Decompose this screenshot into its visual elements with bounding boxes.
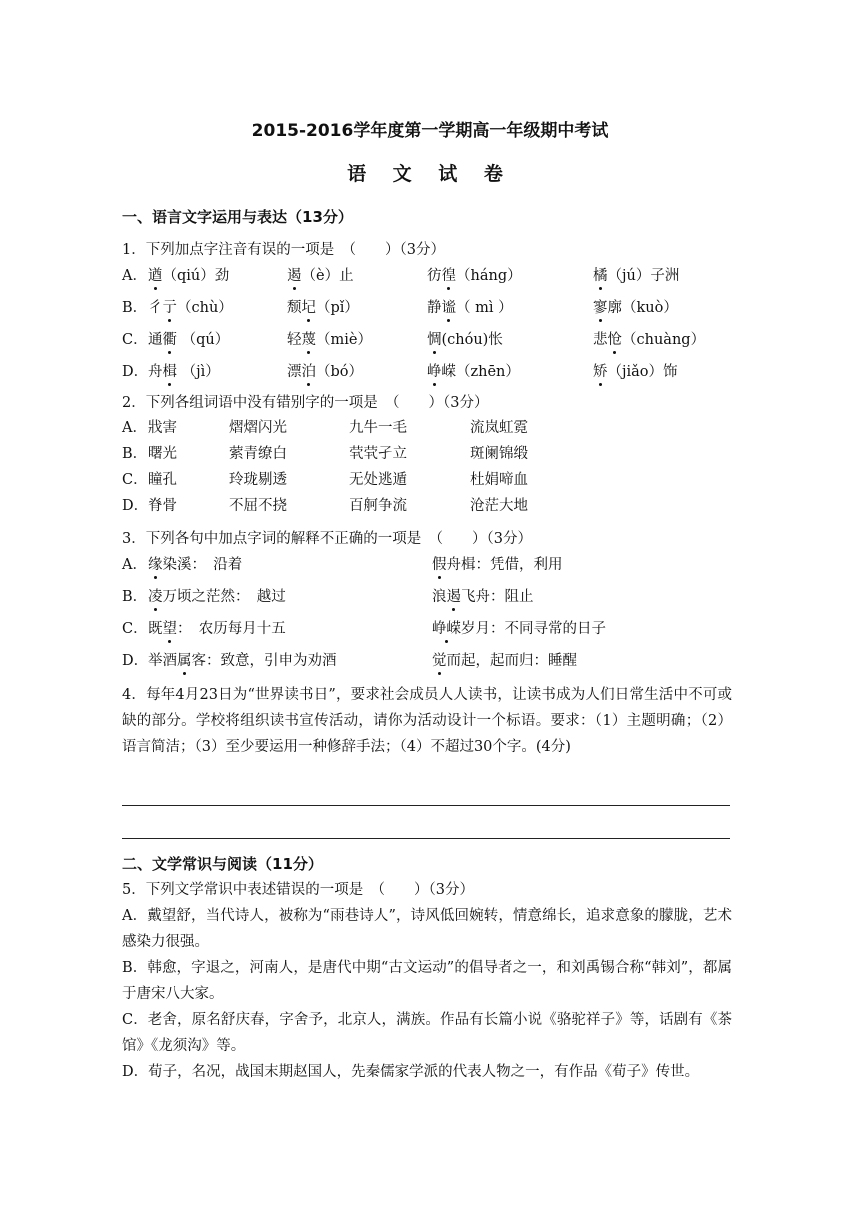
answer-line-2[interactable] xyxy=(122,838,730,839)
q3-stem: 3．下列各句中加点字词的解释不正确的一项是 （ ）（3分） xyxy=(122,531,532,547)
q1-option-b-word-pre: 彳 xyxy=(148,300,163,316)
q1-option-b-word-dot: 寥 xyxy=(593,296,608,317)
q3-option-b-left-post: 万顷之茫然： 越过 xyxy=(162,589,286,605)
q1-option-d-word-post: （jì） xyxy=(177,364,220,380)
q2-option-b-label: B． xyxy=(122,446,148,462)
q3-option-b-label: B． xyxy=(122,589,148,605)
q1-option-b-word-post: （chù） xyxy=(177,300,233,316)
q2-option-a-word: 流岚虹霓 xyxy=(470,420,528,436)
q3-option-c-left-dot: 望 xyxy=(163,617,178,638)
q3-option-c-right-post: 岁月：不同寻常的日子 xyxy=(461,621,606,637)
q3-option-d-right-post: 而起，起而归：睡醒 xyxy=(446,653,577,669)
q5-option-d: D．荀子，名况，战国末期赵国人，先秦儒家学派的代表人物之一，有作品《荀子》传世。 xyxy=(122,1064,700,1080)
q3-option-a-left-post: 染溪： 沿着 xyxy=(162,557,243,573)
q1-option-b-word-pre: 静 xyxy=(427,300,442,316)
q3-option-c-label: C． xyxy=(122,621,148,637)
q1-option-a-word xyxy=(593,264,679,285)
q1-option-b-word xyxy=(287,296,359,317)
q1-option-c-word-dot: 惆 xyxy=(427,328,442,349)
q3-option-c-right-dot: 峥嵘 xyxy=(432,617,461,638)
q3-option-a-right-post: 舟楫：凭借，利用 xyxy=(446,557,563,573)
q3-option-c-left xyxy=(148,617,286,638)
q2-option-c-label: C． xyxy=(122,472,148,488)
q1-option-d-word xyxy=(148,360,220,381)
q3-option-d-left-pre: 举酒 xyxy=(148,653,177,669)
exam-subtitle: 语 文 试 卷 xyxy=(347,163,513,185)
exam-title: 2015-2016学年度第一学期高一年级期中考试 xyxy=(251,121,609,141)
q3-option-d-left-dot: 属 xyxy=(177,649,192,670)
q1-option-b-word-dot: 亍 xyxy=(163,296,178,317)
q5-option-a: A．戴望舒，当代诗人，被称为“雨巷诗人”，诗风低回婉转，情意绵长，追求意象的朦胧，艺术感染力很强。 xyxy=(122,908,732,950)
q1-option-a-word-dot: 徨 xyxy=(442,264,457,285)
q2-option-d-label: D． xyxy=(122,498,149,514)
q3-option-b-right xyxy=(432,585,534,606)
q2-option-b-word: 茕茕孑立 xyxy=(349,446,407,462)
q1-option-b-word-dot: 圮 xyxy=(302,296,317,317)
q1-option-d-word-dot: 峥 xyxy=(427,360,442,381)
q3-option-d-left xyxy=(148,649,337,670)
answer-line-1[interactable] xyxy=(122,805,730,806)
q2-option-c-word: 瞳孔 xyxy=(148,472,177,488)
q1-option-c-word xyxy=(427,328,503,349)
q2-option-c-word: 无处逃遁 xyxy=(349,472,407,488)
q5-option-b: B．韩愈，字退之，河南人，是唐代中期“古文运动”的倡导者之一，和刘禹锡合称“韩刘”，都属于唐宋八大家。 xyxy=(122,960,732,1002)
q1-option-b-word-post: （ mì ） xyxy=(456,300,513,316)
q1-option-a-word-dot: 橘 xyxy=(593,264,608,285)
q1-option-d-word-post: 嵘（zhēn） xyxy=(441,364,520,380)
q3-option-a-left xyxy=(148,553,242,574)
q1-option-a-word xyxy=(287,264,354,285)
q1-option-b-word-pre: 颓 xyxy=(287,300,302,316)
section-1-heading: 一、语言文字运用与表达（13分） xyxy=(122,208,353,226)
q3-option-d-right-dot: 觉 xyxy=(432,649,447,670)
q2-option-d-word: 脊骨 xyxy=(148,498,177,514)
q3-option-a-right xyxy=(432,553,563,574)
q1-option-c-word-pre: 悲 xyxy=(593,332,608,348)
q3-option-c-left-post: ： 农历每月十五 xyxy=(177,621,286,637)
q3-option-b-right-pre: 浪 xyxy=(432,589,447,605)
q1-option-a-word-post: （jú）子洲 xyxy=(607,268,680,284)
q1-stem: 1．下列加点字注音有误的一项是 （ ）（3分） xyxy=(122,242,445,258)
q2-option-a-word: 九牛一毛 xyxy=(349,420,407,436)
q3-option-b-left xyxy=(148,585,286,606)
q1-option-c-word-dot: 衢 xyxy=(163,328,178,349)
q2-option-a-label: A． xyxy=(122,420,147,436)
q2-option-c-word: 杜娟啼血 xyxy=(470,472,528,488)
q1-option-d-word xyxy=(287,360,363,381)
q1-option-d-word-post: （jiǎo）饰 xyxy=(607,364,678,380)
q5-stem: 5．下列文学常识中表述错误的一项是 （ ）（3分） xyxy=(122,882,474,898)
q1-option-a-word xyxy=(148,264,229,285)
q1-option-c-word-pre: 通 xyxy=(148,332,163,348)
q1-option-b-word-post: 廓（kuò） xyxy=(607,300,678,316)
q1-option-b-word-dot: 谧 xyxy=(442,296,457,317)
q1-option-d-word-pre: 舟 xyxy=(148,364,163,380)
q1-option-b-word xyxy=(427,296,513,317)
q1-option-c-word-post: (chóu)怅 xyxy=(441,332,503,348)
q1-option-c-word-dot: 怆 xyxy=(608,328,623,349)
q1-option-c-word-post: （chuàng） xyxy=(622,332,706,348)
q2-option-d-word: 不屈不挠 xyxy=(229,498,287,514)
q3-option-a-left-dot: 缘 xyxy=(148,553,163,574)
q2-option-d-word: 沧茫大地 xyxy=(470,498,528,514)
q1-option-c-word xyxy=(148,328,229,349)
q5-option-c: C．老舍，原名舒庆春，字舍予，北京人，满族。作品有长篇小说《骆驼祥子》等，话剧有《茶馆》《龙须沟》等。 xyxy=(122,1012,732,1054)
q1-option-c-word-post: （qú） xyxy=(177,332,230,348)
q1-option-c-word xyxy=(593,328,705,349)
q1-option-d-word-pre: 漂 xyxy=(287,364,302,380)
q2-option-b-word: 曙光 xyxy=(148,446,177,462)
q1-option-c-label: C． xyxy=(122,332,148,348)
q1-option-d-word-dot: 矫 xyxy=(593,360,608,381)
q1-option-d-word-post: （bó） xyxy=(316,364,364,380)
q1-option-a-word xyxy=(427,264,522,285)
q2-option-b-word: 萦青缭白 xyxy=(229,446,287,462)
q3-option-d-right xyxy=(432,649,577,670)
q4-text: 4．每年4月23日为“世界读书日”，要求社会成员人人读书，让读书成为人们日常生活中不可或缺的部分。学校将组织读书宣传活动，请你为活动设计一个标语。要求：（1）主题明确；（2）语言简洁；（3）至少要运用一种修辞手法；（4）不超过30个字。(4分) xyxy=(122,687,732,755)
q1-option-b-word xyxy=(593,296,678,317)
q3-option-c-right xyxy=(432,617,606,638)
q2-option-b-word: 斑阑锦缎 xyxy=(470,446,528,462)
q2-option-a-word: 戕害 xyxy=(148,420,177,436)
q1-option-c-word-dot: 蔑 xyxy=(302,328,317,349)
q1-option-a-word-dot: 遒 xyxy=(148,264,163,285)
q2-option-c-word: 玲珑剔透 xyxy=(229,472,287,488)
section-2-heading: 二、文学常识与阅读（11分） xyxy=(122,855,323,873)
q2-option-d-word: 百舸争流 xyxy=(349,498,407,514)
q1-option-a-word-dot: 遏 xyxy=(287,264,302,285)
q2-option-a-word: 熠熠闪光 xyxy=(229,420,287,436)
q3-option-c-left-pre: 既 xyxy=(148,621,163,637)
q2-stem: 2．下列各组词语中没有错别字的一项是 （ ）（3分） xyxy=(122,395,489,411)
q3-option-a-right-dot: 假 xyxy=(432,553,447,574)
q1-option-c-word-pre: 轻 xyxy=(287,332,302,348)
q1-option-d-word xyxy=(593,360,678,381)
q1-option-a-label: A． xyxy=(122,268,147,284)
q1-option-a-word-post: （qiú）劲 xyxy=(162,268,230,284)
q1-option-d-label: D． xyxy=(122,364,149,380)
q1-option-c-word-post: （miè） xyxy=(316,332,372,348)
q3-option-b-left-dot: 凌 xyxy=(148,585,163,606)
q1-option-b-word-post: （pǐ） xyxy=(316,300,359,316)
q1-option-a-word-post: （è）止 xyxy=(301,268,354,284)
q3-option-b-right-post: 飞舟：阻止 xyxy=(461,589,534,605)
q1-option-d-word xyxy=(427,360,520,381)
q1-option-b-word xyxy=(148,296,233,317)
q3-option-d-label: D． xyxy=(122,653,149,669)
q3-option-a-label: A． xyxy=(122,557,147,573)
q1-option-d-word-dot: 泊 xyxy=(302,360,317,381)
q3-option-d-left-post: 客：致意，引申为劝酒 xyxy=(191,653,337,669)
q1-option-a-word-pre: 彷 xyxy=(427,268,442,284)
q1-option-a-word-post: （háng） xyxy=(456,268,522,284)
q1-option-d-word-dot: 楫 xyxy=(163,360,178,381)
q1-option-c-word xyxy=(287,328,372,349)
q1-option-b-label: B． xyxy=(122,300,148,316)
q3-option-b-right-dot: 遏 xyxy=(447,585,462,606)
